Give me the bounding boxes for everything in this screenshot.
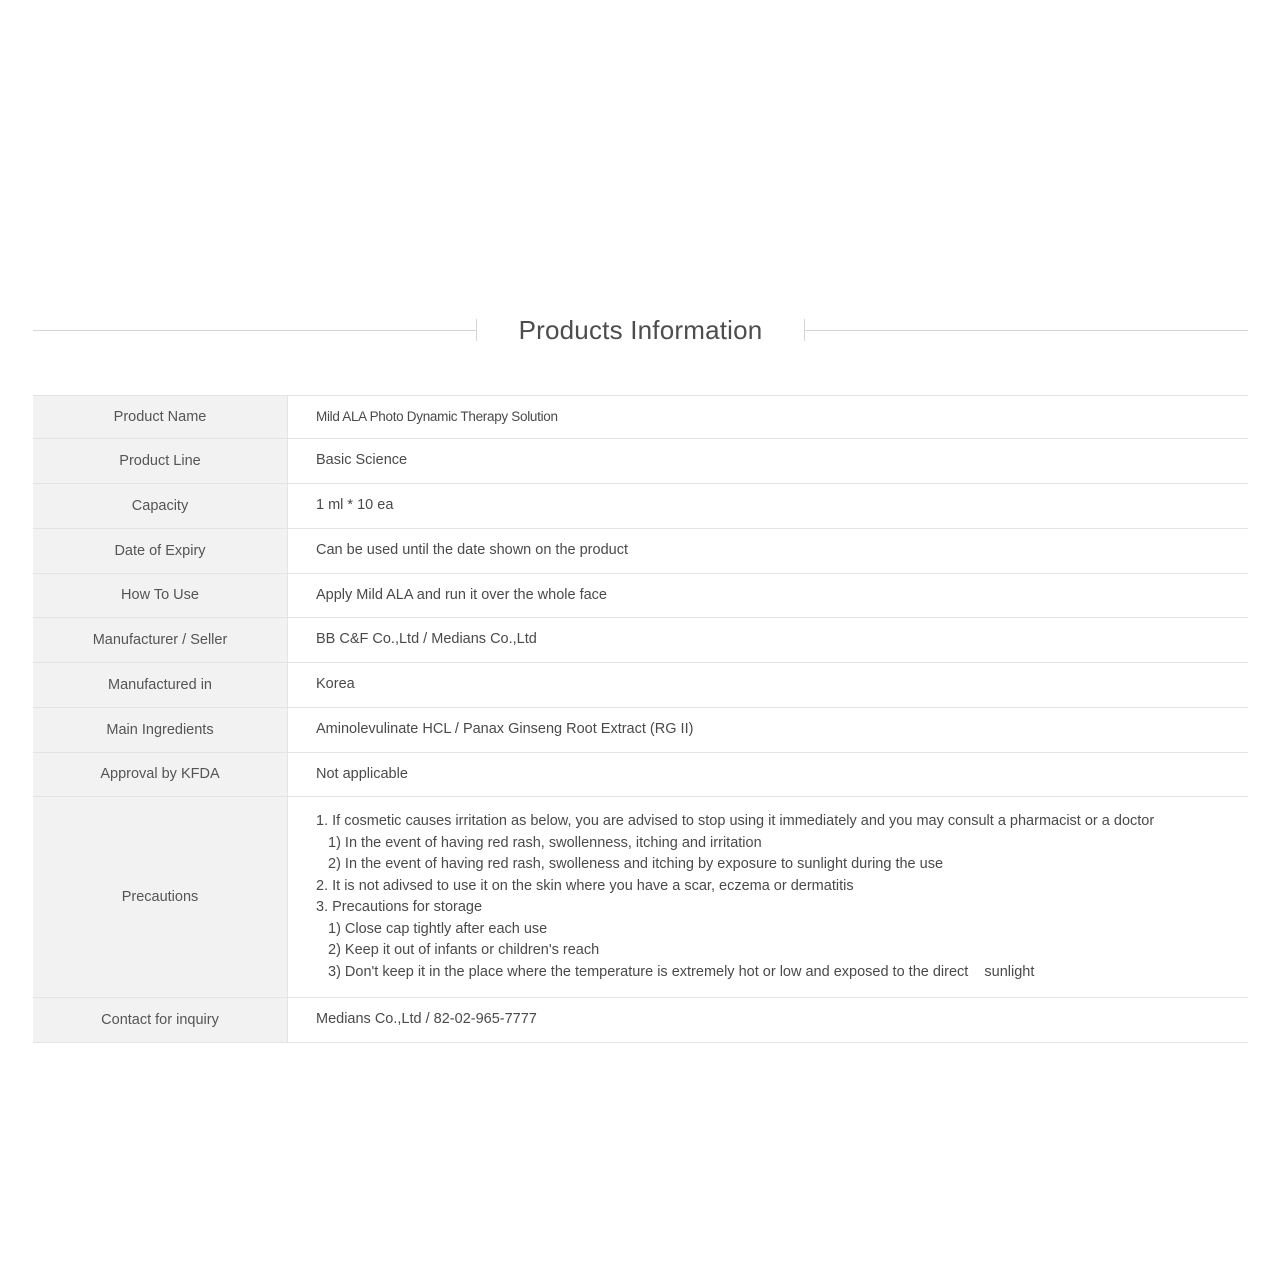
- row-value: Apply Mild ALA and run it over the whole face: [316, 586, 607, 603]
- row-value: Basic Science: [316, 452, 408, 469]
- table-row-contact: [33, 998, 1248, 1043]
- row-value: Medians Co.,Ltd / 82-02-965-7777: [316, 1011, 537, 1028]
- row-label: Main Ingredients: [33, 707, 288, 752]
- table-row: [33, 484, 1248, 529]
- row-label: How To Use: [33, 573, 288, 618]
- section-title-block: [33, 305, 1248, 355]
- table-row: [33, 752, 1248, 797]
- precaution-line: 1) Close cap tightly after each use: [328, 920, 548, 937]
- precaution-line: 1. If cosmetic causes irritation as below, you are advised to stop using it immediately and you may consult a pharmacist or a doctor: [316, 813, 1155, 830]
- row-label: Precautions: [33, 797, 288, 998]
- row-value: Aminolevulinate HCL / Panax Ginseng Root Extract (RG II): [316, 720, 694, 737]
- title-rule-left: [33, 330, 476, 331]
- table-row: [33, 528, 1248, 573]
- row-label: Product Name: [33, 396, 288, 439]
- row-value: Korea: [316, 676, 355, 692]
- page-title: Products Information: [518, 314, 763, 345]
- table-row: [33, 439, 1248, 484]
- row-label: Capacity: [33, 484, 288, 529]
- precaution-line: 2) Keep it out of infants or children's reach: [328, 942, 600, 959]
- row-value: Not applicable: [316, 765, 408, 782]
- precaution-line: 2) In the event of having red rash, swolleness and itching by exposure to sunlight during the use: [328, 856, 944, 873]
- title-rule-right: [805, 330, 1248, 331]
- precaution-line: 3) Don't keep it in the place where the temperature is extremely hot or low and exposed to the direct sunlight: [328, 963, 1035, 980]
- table-row: [33, 573, 1248, 618]
- precautions-list: [288, 797, 1249, 998]
- row-label: Date of Expiry: [33, 528, 288, 573]
- row-value: 1 ml * 10 ea: [316, 497, 394, 513]
- precaution-line: 1) In the event of having red rash, swollenness, itching and irritation: [328, 834, 762, 851]
- table-row: [33, 396, 1248, 439]
- row-label: Contact for inquiry: [33, 998, 288, 1043]
- table-row: [33, 663, 1248, 708]
- precaution-line: 2. It is not adivsed to use it on the skin where you have a scar, eczema or dermatitis: [316, 877, 854, 894]
- product-information-table: [33, 395, 1248, 1043]
- table-row: [33, 707, 1248, 752]
- table-row-precautions: [33, 797, 1248, 998]
- row-label: Approval by KFDA: [33, 752, 288, 797]
- row-label: Product Line: [33, 439, 288, 484]
- row-value: Can be used until the date shown on the product: [316, 541, 628, 558]
- precaution-line: 3. Precautions for storage: [316, 899, 483, 916]
- row-label: Manufactured in: [33, 663, 288, 708]
- row-label: Manufacturer / Seller: [33, 618, 288, 663]
- table-row: [33, 618, 1248, 663]
- row-value: BB C&F Co.,Ltd / Medians Co.,Ltd: [316, 631, 537, 648]
- row-value: Mild ALA Photo Dynamic Therapy Solution: [316, 409, 558, 424]
